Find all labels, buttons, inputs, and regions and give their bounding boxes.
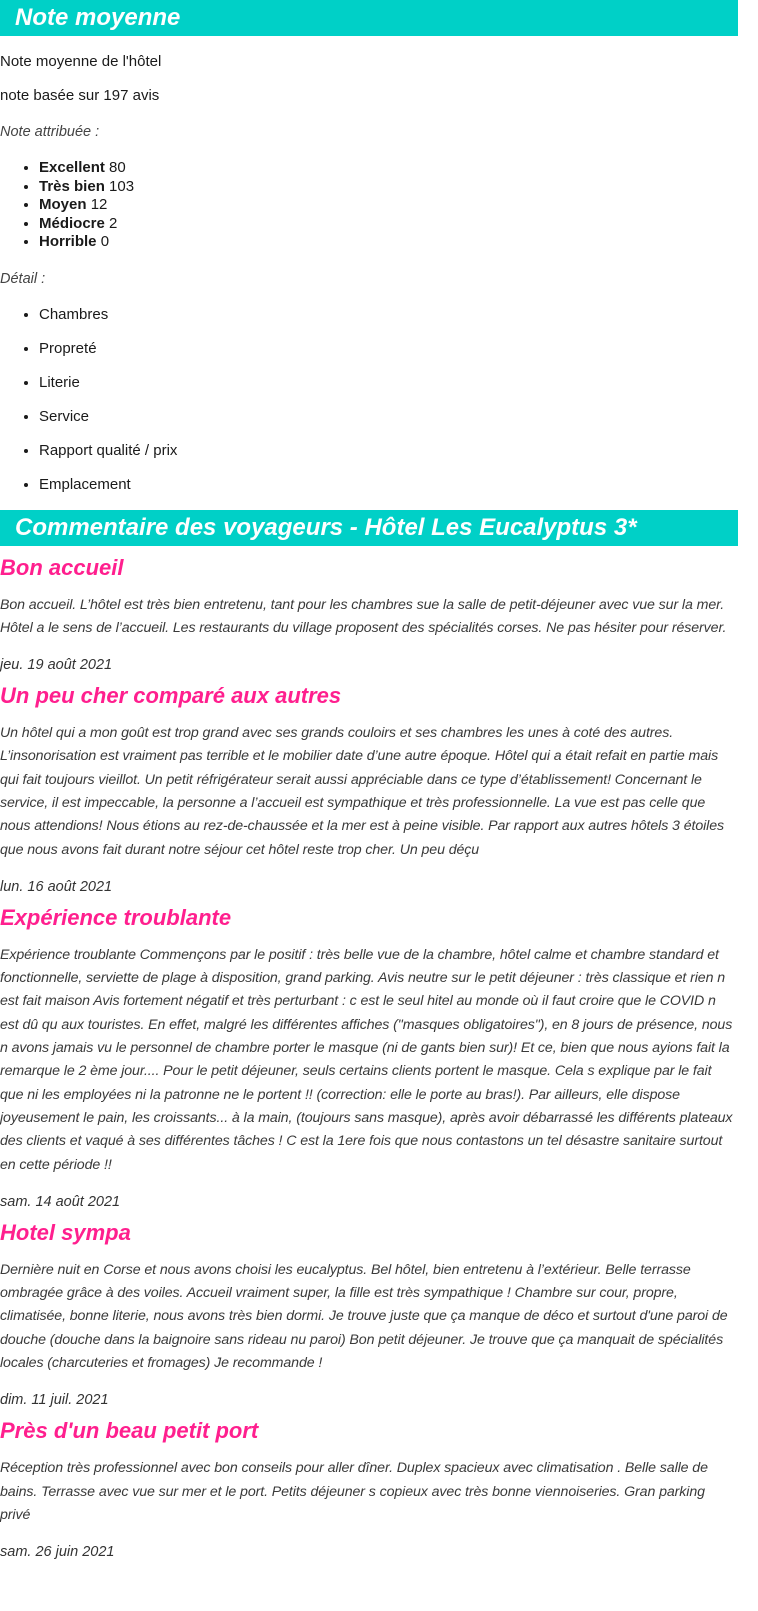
review-item (0, 682, 738, 896)
ratings-list (0, 159, 738, 252)
rating-label: Très bien (39, 177, 105, 195)
review-text: Réception très professionnel avec bon conseils pour aller dîner. Duplex spacieux avec climatisation . Belle salle de bains. Terrasse avec vue sur mer et le port. Petits déjeuner s copieux avec très bonne viennoiseries. Gran parking privé (0, 1460, 708, 1523)
review-item (0, 904, 738, 1211)
review-item (0, 1219, 738, 1409)
rating-label: Excellent (39, 159, 105, 176)
rating-count: 103 (109, 177, 135, 195)
rating-label: Horrible (39, 233, 97, 250)
rating-count: 80 (109, 159, 126, 176)
review-title: Hotel sympa (0, 1219, 131, 1245)
average-rating-header: Note moyenne (0, 0, 738, 36)
review-item (0, 554, 738, 675)
rating-item-tres-bien (39, 178, 738, 197)
traveler-reviews-header: Commentaire des voyageurs - Hôtel Les Eucalyptus 3* (0, 510, 738, 546)
review-count-text: note basée sur 197 avis (0, 87, 160, 104)
average-rating-title: Note moyenne de l'hôtel (0, 53, 162, 70)
review-text: Un hôtel qui a mon goût est trop grand avec ses grands couloirs et ses chambres les unes à coté des autres. L’insonorisation est vraiment pas terrible et le mobilier date d’une autre époque. Hôtel qui a était refait en partie mais qui fait toujours vieillot. Un petit réfrigérateur serait aussi appréciable dans ce type d’établissement! Concernant le service, il est impeccable, la personne a l’accueil est sympathique et très professionnelle. La vue est pas celle que nous attendions! Nous étions au rez-de-chaussée et la mer est à peine visible. Par rapport aux autres hôtels 3 étoiles que nous avons fait durant notre séjour cet hôtel reste trop cher. Un peu déçu (0, 725, 725, 858)
review-text: Expérience troublante Commençons par le positif : très belle vue de la chambre, hôtel calme et chambre standard et fonctionnelle, serviette de plage à disposition, grand parking. Avis neutre sur le petit déjeuner : très classique et rien n est fait maison Avis fortement négatif et très perturbant : c est le seul hitel au monde où il faut croire que le COVID n est dû qu aux touristes. En effet, malgré les différentes affiches ("masques obligatoires"), en 8 jours de présence, nous n avons jamais vu le personnel de chambre porter le masque (ni de gants bien sur)! Et ce, bien que nous ayions fait la remarque le 2 ème jour.... Pour le petit déjeuner, seuls certains clients portent le masque. Cela s explique par le fait que ni les employées ni la patronne ne le portent !! (correction: elle le porte au bras!). Par ailleurs, elle dispose joyeusement le pain, les croissants... à la main, (toujours sans masque), après avoir débarrassé les différents plateaux des clients et vaqué à ses différentes tâches ! C est la 1ere fois que nous contastons un tel désastre sanitaire surtout en cette période !! (0, 946, 733, 1173)
review-title: Près d'un beau petit port (0, 1418, 259, 1444)
review-text: Dernière nuit en Corse et nous avons choisi les eucalyptus. Bel hôtel, bien entretenu à l’extérieur. Belle terrasse ombragée grâce à des voiles. Accueil vraiment super, la fille est très sympathique ! Chambre sur cour, propre, climatisée, bonne literie, nous avons très bien dormi. Je trouve juste que ça manque de déco et surtout d'une paroi de douche (douche dans la baignoire sans rideau nu paroi) Bon petit déjeuner. Je trouve que ça manquait de spécialités locales (charcuteries et fromages) Je recommande ! (0, 1261, 728, 1372)
detail-item-service: • Service (39, 408, 738, 426)
detail-label: Détail : (0, 270, 46, 287)
review-title: Expérience troublante (0, 904, 232, 930)
rating-count: 0 (100, 233, 110, 250)
detail-item-literie: • Literie (39, 374, 738, 392)
review-date: sam. 26 juin 2021 (0, 1544, 115, 1561)
review-title: Un peu cher comparé aux autres (0, 683, 342, 709)
review-text: Bon accueil. L’hôtel est très bien entretenu, tant pour les chambres sue la salle de petit-déjeuner avec vue sur la mer. Hôtel a le sens de l’accueil. Les restaurants du village proposent des spécialités corses. Ne pas hésiter pour réserver. (0, 596, 727, 636)
rating-label: Moyen (39, 196, 87, 213)
rating-count: 12 (90, 196, 108, 213)
rating-item-mediocre (39, 215, 738, 234)
review-date: jeu. 19 août 2021 (0, 657, 113, 674)
rating-item-horrible (39, 233, 738, 252)
detail-item-proprete: • Propreté (39, 340, 738, 358)
detail-item-rapport-qualite-prix: • Rapport qualité / prix (39, 442, 738, 460)
ratings-label: Note attribuée : (0, 124, 100, 140)
rating-label: Médiocre (39, 214, 105, 232)
rating-count: 2 (109, 214, 118, 232)
review-date: dim. 11 juil. 2021 (0, 1392, 109, 1409)
review-title: Bon accueil (0, 554, 124, 580)
review-item (0, 1417, 738, 1561)
detail-item-emplacement: • Emplacement (39, 476, 738, 494)
rating-item-excellent (39, 159, 738, 178)
detail-item-chambres: • Chambres (39, 306, 738, 324)
detail-list (0, 306, 738, 494)
rating-item-moyen (39, 196, 738, 215)
review-date: sam. 14 août 2021 (0, 1193, 121, 1210)
review-date: lun. 16 août 2021 (0, 878, 113, 895)
